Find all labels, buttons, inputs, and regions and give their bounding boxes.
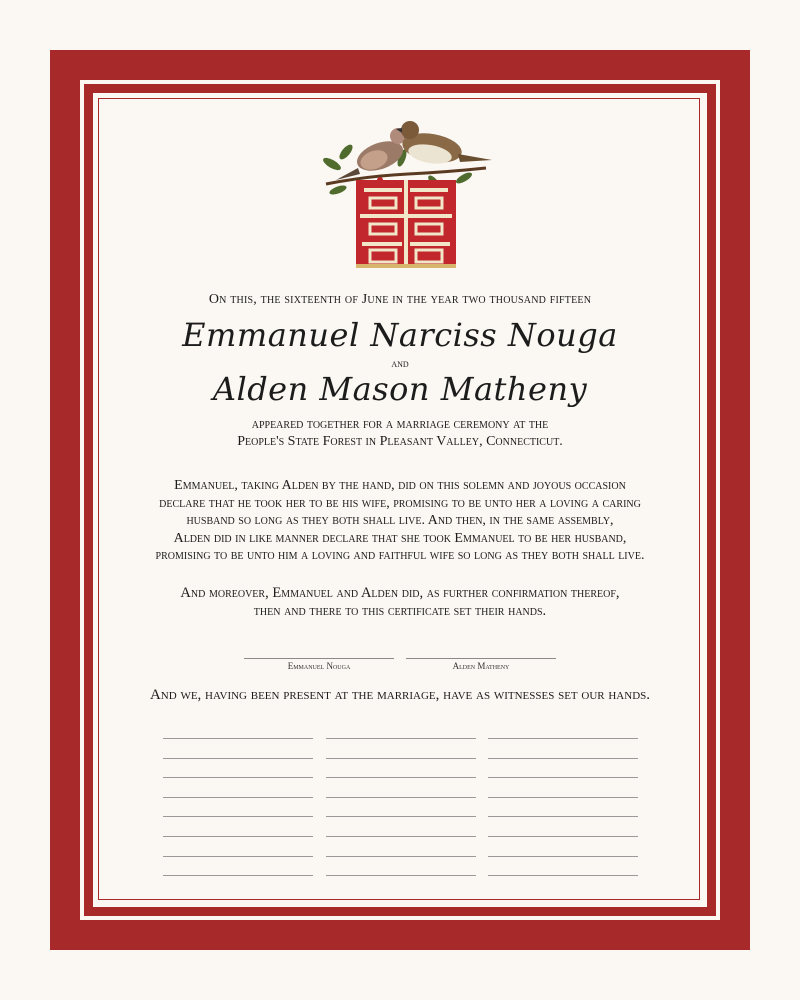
witness-signature-line[interactable]: [326, 875, 476, 876]
ceremony-location-text: [110, 416, 690, 450]
signature-label-partner-two: Alden Matheny: [452, 661, 510, 671]
witness-signature-line[interactable]: [488, 758, 638, 759]
witness-signature-line[interactable]: [488, 816, 638, 817]
witness-statement: And we, having been present at the marriage, have as witnesses set our hands.: [149, 687, 651, 703]
vows-paragraph: [110, 477, 690, 565]
witness-signature-line[interactable]: [163, 777, 313, 778]
witness-signature-line[interactable]: [326, 816, 476, 817]
witness-signature-line[interactable]: [326, 836, 476, 837]
witness-signature-line[interactable]: [163, 816, 313, 817]
witness-signature-line[interactable]: [326, 856, 476, 857]
moreover-line-1: And moreover, Emmanuel and Alden did, as further confirmation thereof,: [180, 585, 620, 601]
partner-two-name: Alden Mason Matheny: [212, 370, 588, 408]
witness-signature-line[interactable]: [163, 797, 313, 798]
appeared-line-2: People's State Forest in Pleasant Valley, Connecticut.: [237, 434, 563, 449]
vows-line-1: Emmanuel, taking Alden by the hand, did on this solemn and joyous occasion: [174, 478, 626, 493]
and-word: and: [391, 356, 409, 370]
witness-signature-line[interactable]: [488, 836, 638, 837]
appeared-line-1: appeared together for a marriage ceremony at the: [251, 417, 549, 432]
vows-line-4: Alden did in like manner declare that she took Emmanuel to be her husband,: [173, 530, 627, 546]
signature-label-partner-one: Emmanuel Nouga: [287, 661, 351, 671]
vows-line-3: husband so long as they both shall live. And then, in the same assembly,: [186, 513, 614, 528]
witness-signature-line[interactable]: [163, 856, 313, 857]
signature-line-partner-one[interactable]: [244, 658, 394, 659]
partner-one-name: Emmanuel Narciss Nouga: [182, 316, 618, 354]
witness-signature-line[interactable]: [488, 856, 638, 857]
witness-signature-line[interactable]: [326, 738, 476, 739]
witness-signature-line[interactable]: [163, 738, 313, 739]
witness-signature-line[interactable]: [326, 797, 476, 798]
witness-signature-line[interactable]: [163, 758, 313, 759]
witness-signature-line[interactable]: [326, 777, 476, 778]
ceremony-date-line: On this, the sixteenth of June in the year two thousand fifteen: [208, 292, 592, 307]
vows-line-2: declare that he took her to be his wife, promising to be unto her a loving a caring: [159, 495, 641, 511]
vows-line-5: promising to be unto him a loving and faithful wife so long as they both shall live.: [155, 548, 645, 563]
witness-signature-line[interactable]: [488, 777, 638, 778]
moreover-line-2: then and there to this certificate set their hands.: [253, 602, 547, 619]
confirmation-paragraph: [110, 585, 690, 620]
witness-signature-line[interactable]: [163, 836, 313, 837]
witness-signature-line[interactable]: [488, 738, 638, 739]
signature-line-partner-two[interactable]: [406, 658, 556, 659]
witness-signature-line[interactable]: [163, 875, 313, 876]
witness-signature-line[interactable]: [488, 875, 638, 876]
lovebirds-double-happiness-emblem: [318, 118, 494, 274]
witness-signature-line[interactable]: [488, 797, 638, 798]
witness-signature-line[interactable]: [326, 758, 476, 759]
